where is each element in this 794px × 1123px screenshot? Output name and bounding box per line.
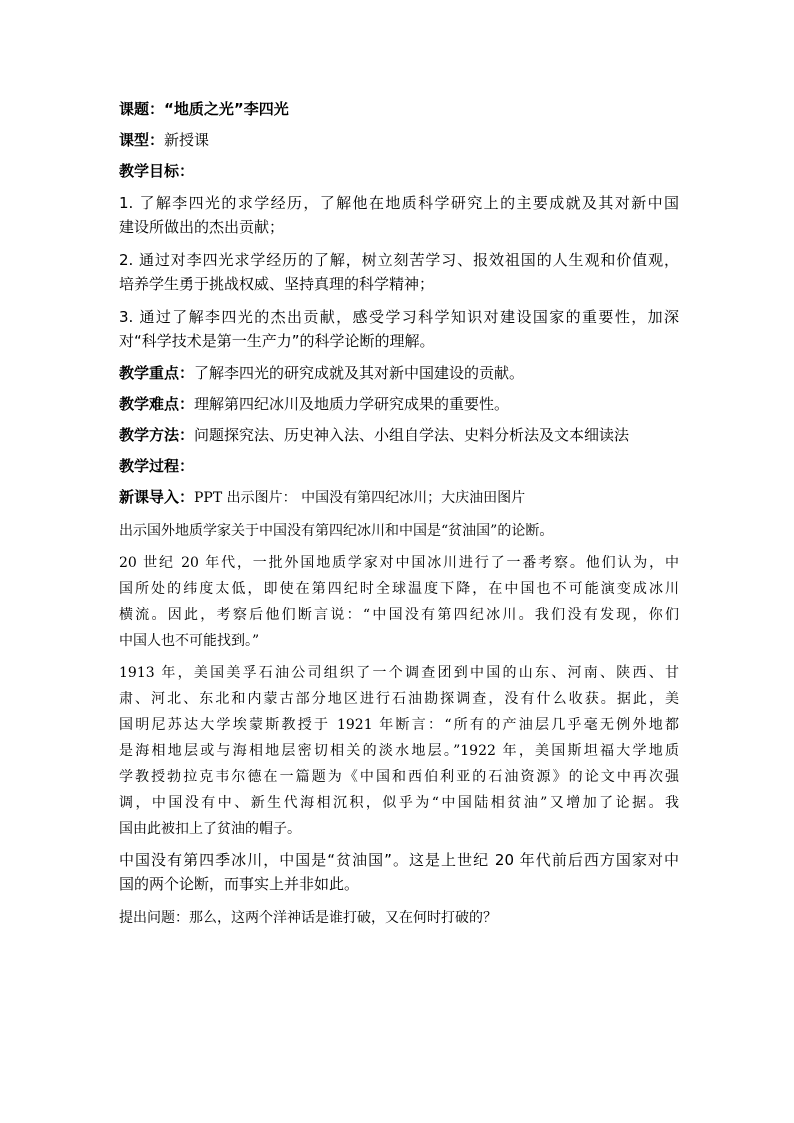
method-value: 问题探究法、历史神入法、小组自学法、史料分析法及文本细读法	[194, 426, 630, 444]
intro-label: 新课导入：	[119, 488, 195, 506]
summary-line-1: 中国没有第四季冰川，中国是“贫油国”。这是上世纪 20 年代前后西方国家对中	[119, 851, 679, 869]
objective-1	[119, 191, 679, 239]
summary-line-2: 国的两个论断，而事实上并非如此。	[119, 875, 360, 893]
glacier-line-1: 20 世纪 20 年代，一批外国地质学家对中国冰川进行了一番考察。他们认为，中	[119, 555, 679, 571]
glacier-line-3: 横流。因此，考察后他们断言说：“中国没有第四纪冰川。我们没有发现，你们	[119, 607, 679, 623]
method-label: 教学方法：	[119, 426, 195, 444]
lesson-type	[119, 129, 679, 151]
title-value: “地质之光”李四光	[164, 100, 289, 118]
objective-2-line-1: 2. 通过对李四光求学经历的了解，树立刻苦学习、报效祖国的人生观和价值观，	[119, 251, 679, 269]
glacier-line-4: 中国人也不可能找到。”	[119, 633, 260, 649]
intro-value: PPT 出示图片： 中国没有第四纪冰川；大庆油田图片	[194, 490, 526, 506]
objective-3-line-2: 对“科学技术是第一生产力”的科学论断的理解。	[119, 332, 435, 350]
process-heading	[119, 455, 679, 477]
question-text: 提出问题：那么，这两个洋神话是谁打破，又在何时打破的？	[119, 910, 497, 926]
objective-3	[119, 305, 679, 353]
intro-line-1	[119, 518, 679, 544]
objectives-heading	[119, 160, 679, 182]
oil-line-7: 国由此被扣上了贫油的帽子。	[119, 821, 301, 837]
summary-paragraph	[119, 848, 679, 896]
oil-line-1: 1913 年，美国美孚石油公司组织了一个调查团到中国的山东、河南、陕西、甘	[119, 665, 679, 681]
key-value: 了解李四光的研究成就及其对新中国建设的贡献。	[194, 364, 525, 382]
type-value: 新授课	[164, 131, 210, 149]
question-line	[119, 905, 679, 931]
objective-2	[119, 248, 679, 296]
objectives-label: 教学目标：	[119, 162, 195, 180]
lesson-title	[119, 98, 679, 120]
type-label: 课型：	[119, 131, 165, 149]
process-label: 教学过程：	[119, 457, 195, 475]
oil-line-3: 国明尼苏达大学埃蒙斯教授于 1921 年断言：“所有的产油层几乎毫无例外地都	[119, 717, 679, 733]
key-point	[119, 362, 679, 384]
oil-line-4: 是海相地层或与海相地层密切相关的淡水地层。”1922 年，美国斯坦福大学地质	[119, 743, 679, 759]
difficulty-point	[119, 393, 679, 415]
oil-line-5: 学教授勃拉克韦尔德在一篇题为《中国和西伯利亚的石油资源》的论文中再次强	[119, 769, 679, 785]
oil-line-2: 肃、河北、东北和内蒙古部分地区进行石油勘探调查，没有什么收获。据此，美	[119, 691, 679, 707]
glacier-line-2: 国所处的纬度太低，即使在第四纪时全球温度下降，在中国也不可能演变成冰川	[119, 581, 679, 597]
glacier-paragraph	[119, 550, 679, 654]
objective-2-line-2: 培养学生勇于挑战权威、坚持真理的科学精神；	[119, 275, 435, 293]
teaching-method	[119, 424, 679, 446]
oil-paragraph	[119, 660, 679, 842]
objective-3-line-1: 3. 通过了解李四光的杰出贡献，感受学习科学知识对建设国家的重要性，加深	[119, 308, 679, 326]
oil-line-6: 调，中国没有中、新生代海相沉积，似乎为“中国陆相贫油”又增加了论据。我	[119, 795, 679, 811]
objective-1-line-1: 1. 了解李四光的求学经历，了解他在地质科学研究上的主要成就及其对新中国	[119, 194, 679, 212]
key-label: 教学重点：	[119, 364, 195, 382]
objective-1-line-2: 建设所做出的杰出贡献；	[119, 218, 285, 236]
document-page	[119, 98, 679, 937]
difficulty-value: 理解第四纪冰川及地质力学研究成果的重要性。	[194, 395, 510, 413]
intro-heading	[119, 486, 679, 509]
intro-line-1-text: 出示国外地质学家关于中国没有第四纪冰川和中国是“贫油国”的论断。	[119, 523, 554, 539]
title-label: 课题：	[119, 100, 165, 118]
difficulty-label: 教学难点：	[119, 395, 195, 413]
